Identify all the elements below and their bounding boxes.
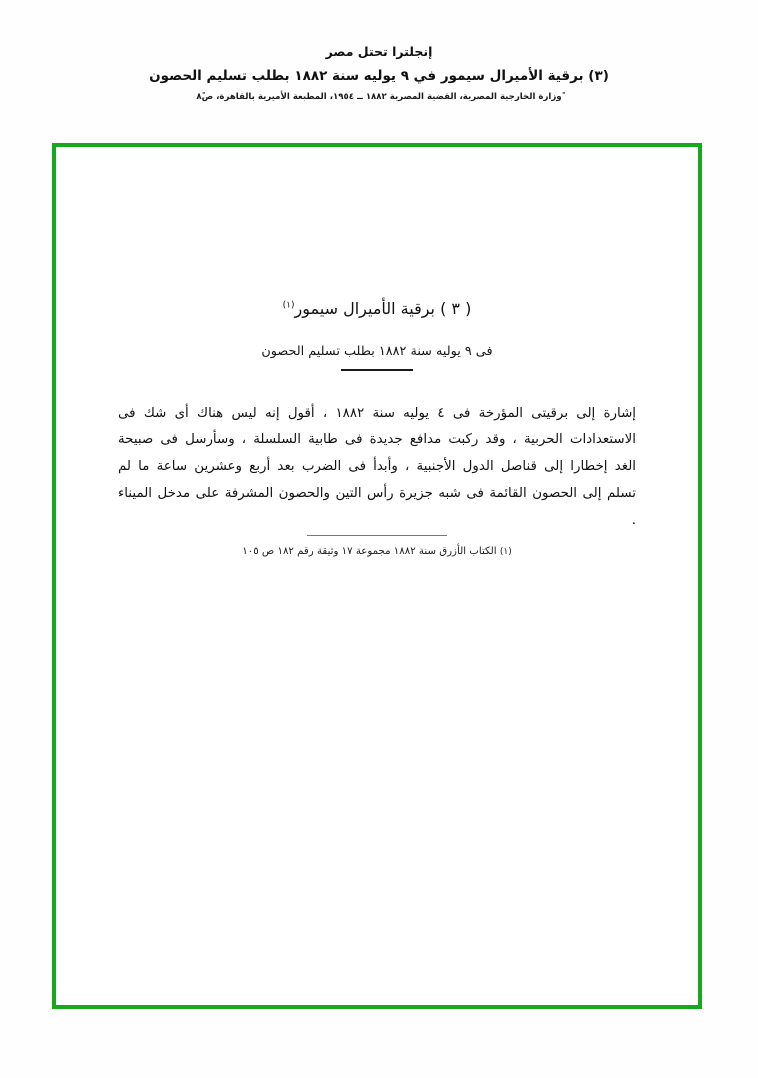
body-paragraph: إشارة إلى برقيتى المؤرخة فى ٤ يوليه سنة ١٨٨٢ ، أقول إنه ليس هناك أى شك فى الاستعدادات الحربية ، وقد ركبت مدافع جديدة فى طابية السلسلة ، وسأرسل فى صبيحة الغد إخطارا إلى قناصل الدول الأجنبية ، وأبدأ فى الضرب بعد أربع وعشرين ساعة ما لم تسلم إلى الحصون القائمة فى شبه جزيرة رأس التين والحصون المشرفة على مدخل الميناء . — [118, 405, 637, 528]
footnote-marker: (١) — [499, 547, 512, 557]
header-chapter-title: إنجلترا تحتل مصر — [325, 44, 433, 59]
footnote-divider — [307, 535, 447, 536]
header-document-title: (٣) برقية الأميرال سيمور في ٩ يوليه سنة ١٨٨٢ بطلب تسليم الحصون — [149, 68, 609, 84]
frame-inner-area — [56, 147, 698, 1005]
document-content — [118, 299, 636, 535]
document-title-line — [118, 299, 636, 318]
title-divider — [341, 369, 413, 371]
title-footnote-marker: (١) — [282, 300, 295, 311]
green-border-frame — [52, 143, 702, 1009]
footnote-text: الكتاب الأزرق سنة ١٨٨٢ مجموعة ١٧ وثيقة رقم ١٨٢ ص ١٠٥ — [242, 546, 497, 557]
document-subtitle: فى ٩ يوليه سنة ١٨٨٢ بطلب تسليم الحصون — [261, 344, 493, 359]
footnote-area — [118, 535, 636, 557]
header-source-citation: ًوزارة الخارجية المصرية، القضية المصرية ١٨٨٢ ــ ١٩٥٤، المطبعة الأميرية بالقاهرة، ص٨ً — [196, 92, 562, 102]
page-header — [0, 44, 758, 102]
document-title: ( ٣ ) برقية الأميرال سيمور — [294, 299, 472, 318]
footnote-line — [118, 546, 636, 557]
document-body — [118, 401, 636, 535]
